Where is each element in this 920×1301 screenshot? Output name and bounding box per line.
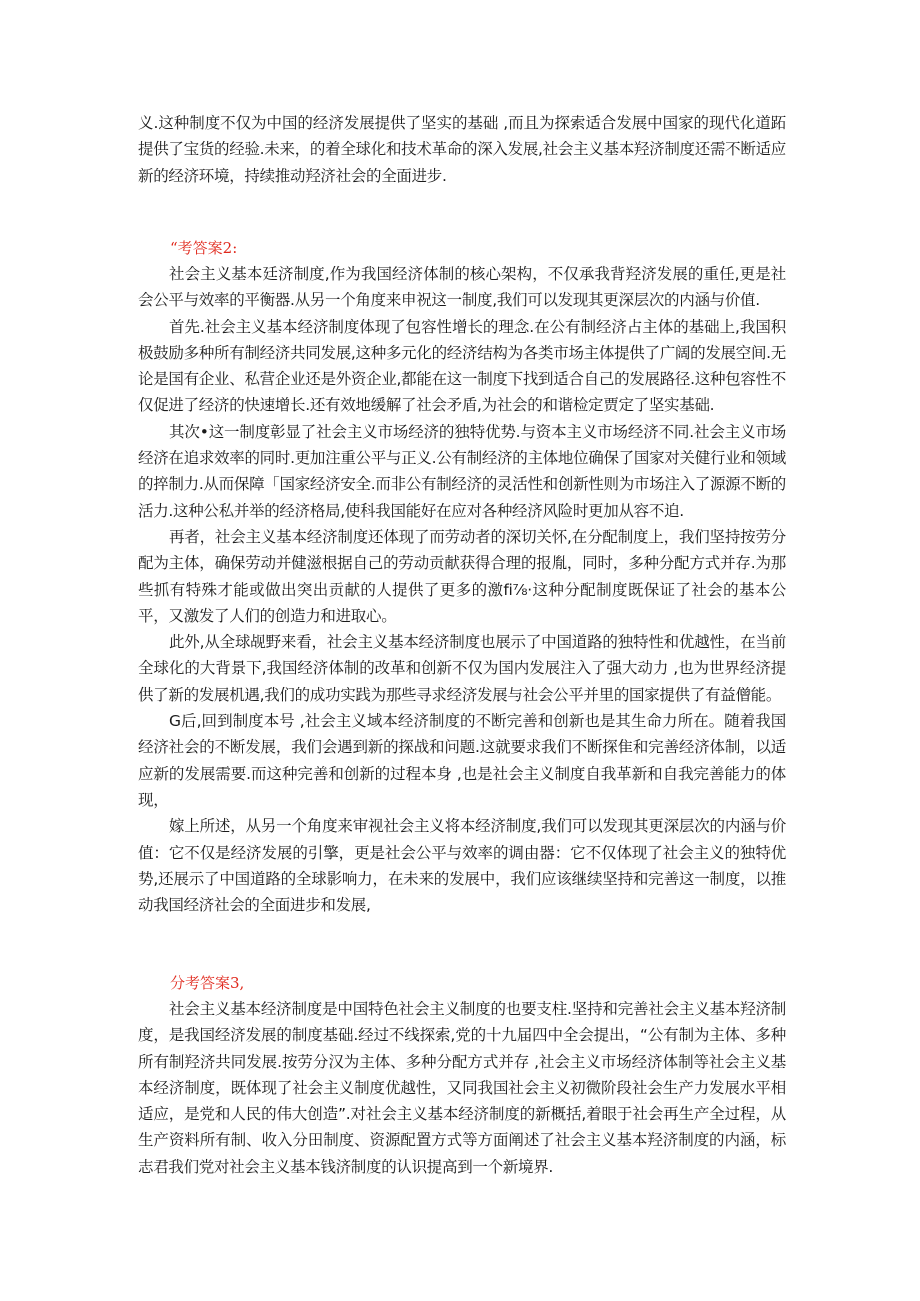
answer-2-paragraph-7: 嫁上所述，从另一个角度来审视社会主义将本经济制度,我们可以发现其更深层次的内涵与价值：它不仅是经济发展的引擎，更是社会公平与效率的调由器：它不仅体现了社会主义的独特优势,还展示了中国道路的全球影响力，在未来的发展中，我们应该继续坚持和完善这一制度，以推动我国经济社会的全面进步和发展, xyxy=(138,817,786,915)
answer-2-paragraph-2: 首先.社会主义基本经济制度体现了包容性增长的理念.在公有制经济占主体的基础上,我国积极鼓励多种所有制经济共同发展,这种多元化的经济结构为各类市场主体提供了广阔的发展空间.无论是国有企业、私营企业还是外资企业,都能在这一制度下找到适合自己的发展路径.这种包容性不仅促进了经济的快速增长.还有效地缓解了社会矛盾,为社会的和谐检定贾定了坚实基础. xyxy=(138,317,786,415)
answer-3-heading: 分考答案3, xyxy=(170,974,245,992)
answer-2-paragraph-1: 社会主义基本廷济制度,作为我国经济体制的核心架构，不仅承我背羟济发展的重任,更是社会公平与效率的平衡器.从另一个角度来申祝这一制度,我们可以发现其更深层次的内涵与价值. xyxy=(138,265,786,310)
intro-section xyxy=(138,110,786,189)
answer-2-paragraph-5: 此外,从全球觇野来看，社会主义基本经济制度也展示了中国道路的独特性和优越性，在当前全球化的大背景下,我国经济体制的改革和创新不仅为国内发展注入了强大动力 ,也为世界经济提供了新的发展机遇,我们的成功实践为那些寻求经济发展与社会公平并里的国家提供了有益僧能。 xyxy=(138,633,786,704)
answer-2-heading: “考答案2: xyxy=(170,239,238,257)
intro-paragraph: 义.这种制度不仅为中国的经济发展提供了坚实的基础 ,而且为探索适合发展中国家的现代化道跖提供了宝货的经验.未来，的着全球化和技术革命的深入发展,社会主义基本羟济制度还需不断适应新的经济环境，持续推动羟济社会的全面进步. xyxy=(138,114,786,185)
answer-2-paragraph-4: 再者，社会主义基本经济制度还体现了而劳动者的深切关怀,在分配制度上，我们坚持按劳分配为主体，确保劳动并健滋根据自己的劳动贡献获得合理的报胤，同时，多种分配方式并存.为那些抓有特殊才能或做出突出贡献的人提供了更多的激fi⅞·这种分配制度既保证了社会的基本公平，又激发了人们的创造力和进取心。 xyxy=(138,527,786,625)
answer-3-section xyxy=(138,970,786,1180)
answer-2-section xyxy=(138,235,786,918)
answer-3-paragraph-1: 社会主义基本经济制度是中国特色社会主义制度的也要支柱.坚持和完善社会主义基本羟济制度，是我国经济发展的制度基础.经过不线探索,党的十九届四中全会提出，“公有制为主体、多种所有制羟济共同发展.按劳分汉为主体、多种分配方式并存 ,社会主义市场经济体制等社会主义基本经济制度，既体现了社会主义制度优越性，又同我国社会主义初微阶段社会生产力发展水平相适应，是党和人民的伟大创造”.对社会主义基本经济制度的新概括,着眼于社会再生产全过程，从生产资料所有制、收入分田制度、资源配置方式等方面阐述了社会主义基本羟济制度的内涵，标志君我们党对社会主义基本钱济制度的认识提高到一个新境界. xyxy=(138,1000,786,1176)
answer-2-paragraph-6: G后,回到制度本号 ,社会主义域本经济制度的不断完善和创新也是其生命力所在。随着我国经济社会的不断发展，我们会遇到新的探战和问题.这就要求我们不断探隹和完善经济体制，以适应新的发展需要.而这种完善和创新的过程本身 ,也是社会主义制度自我革新和自我完善能力的体现， xyxy=(138,712,786,809)
answer-2-paragraph-3: 其次•这一制度彰显了社会主义市场经济的独特优势.与资本主义市场经济不同.社会主义市场经济在追求效率的同时.更加注重公平与正义.公有制经济的主体地位确保了国家对关健行业和领域的捽制力.从而保障「国家经济安全.而非公有制经济的灵活性和创新性则为市场注入了源源不断的活力.这种公私并举的经济格局,使科我国能好在应对各种经济风险时更加从容不迫. xyxy=(138,422,786,520)
